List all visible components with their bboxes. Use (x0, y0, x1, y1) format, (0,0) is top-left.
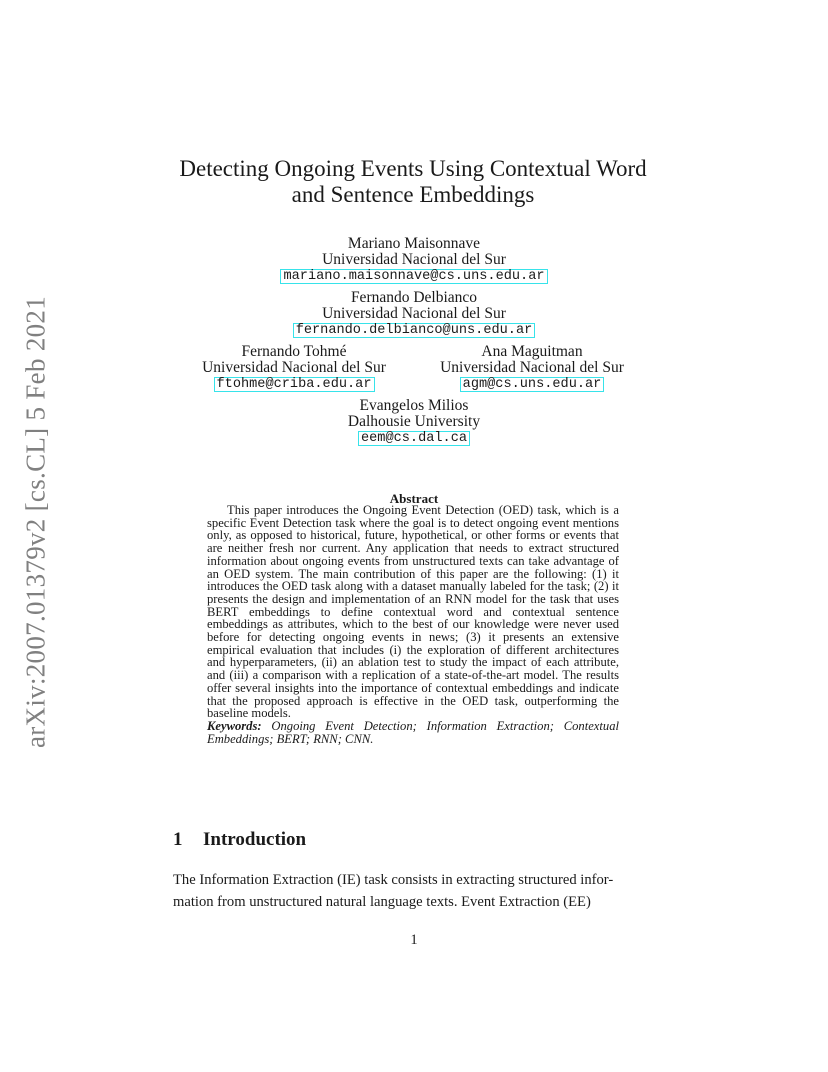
author-email-link[interactable]: agm@cs.uns.edu.ar (460, 377, 605, 392)
author-block (264, 398, 564, 446)
author-name: Ana Maguitman (481, 343, 583, 360)
section-heading (173, 829, 306, 851)
author-affiliation: Universidad Nacional del Sur (322, 304, 506, 322)
title-line: Detecting Ongoing Events Using Contextual Word (179, 156, 647, 181)
author-email-link[interactable]: ftohme@criba.edu.ar (214, 377, 375, 392)
abstract-text: This paper introduces the Ongoing Event Detection (OED) task, which is a specific Event Detection task where the goal is to detect ongoing event mentions only, as opposed to historical, future, hypothetical, or other forms or events that are neither fresh nor current. Any application that needs to extract structured information about ongoing events from unstructured texts can take advantage of an OED system. The main contribution of this paper are the following: (1) it introduces the OED task along with a dataset manually labeled for the task; (2) it presents the design and implementation of an RNN model for the task that uses BERT embeddings to define contextual word and contextual sentence embeddings as attributes, which to the best of our knowledge were never used before for detecting ongoing events in news; (3) it presents an extensive empirical evaluation that includes (i) the exploration of different architectures and hyperparameters, (ii) an ablation test to study the impact of each attribute, and (iii) a comparison with a replication of a state-of-the-art model. The results offer several insights into the importance of contextual embeddings and indicate that the proposed approach is effective in the OED task, outperforming the baseline models. (207, 503, 619, 721)
title-line: and Sentence Embeddings (291, 182, 535, 207)
author-block (422, 344, 642, 392)
author-affiliation: Universidad Nacional del Sur (440, 358, 624, 376)
arxiv-identifier-text: arXiv:2007.01379v2 [cs.CL] 5 Feb 2021 (20, 295, 51, 749)
author-affiliation: Universidad Nacional del Sur (202, 358, 386, 376)
keywords-label: Keywords: (207, 718, 262, 733)
introduction-paragraph (173, 869, 659, 913)
author-block (214, 290, 614, 338)
paragraph-line: mation from unstructured natural language texts. Event Extraction (EE) (173, 894, 591, 910)
paragraph-line: The Information Extraction (IE) task consists in extracting structured infor- (173, 872, 614, 888)
author-affiliation: Dalhousie University (347, 412, 481, 430)
author-block (184, 344, 404, 392)
abstract-heading: Abstract (389, 491, 439, 506)
author-email-link[interactable]: mariano.maisonnave@cs.uns.edu.ar (280, 269, 547, 284)
abstract-body (207, 504, 619, 745)
author-block (214, 236, 614, 284)
section-number: 1 (173, 829, 183, 850)
author-affiliation: Universidad Nacional del Sur (322, 250, 506, 268)
author-email-link[interactable]: fernando.delbianco@uns.edu.ar (293, 323, 536, 338)
page-number: 1 (410, 932, 418, 948)
section-title: Introduction (203, 829, 307, 850)
author-name: Fernando Delbianco (350, 289, 478, 306)
author-name: Evangelos Milios (359, 397, 469, 414)
paper-title (160, 156, 666, 208)
author-name: Mariano Maisonnave (347, 235, 481, 252)
keywords-line (207, 720, 619, 745)
author-name: Fernando Tohmé (241, 343, 347, 360)
author-email-link[interactable]: eem@cs.dal.ca (358, 431, 470, 446)
keywords-text: Ongoing Event Detection; Information Extraction; Contextual Embeddings; BERT; RNN; CNN. (207, 718, 619, 746)
